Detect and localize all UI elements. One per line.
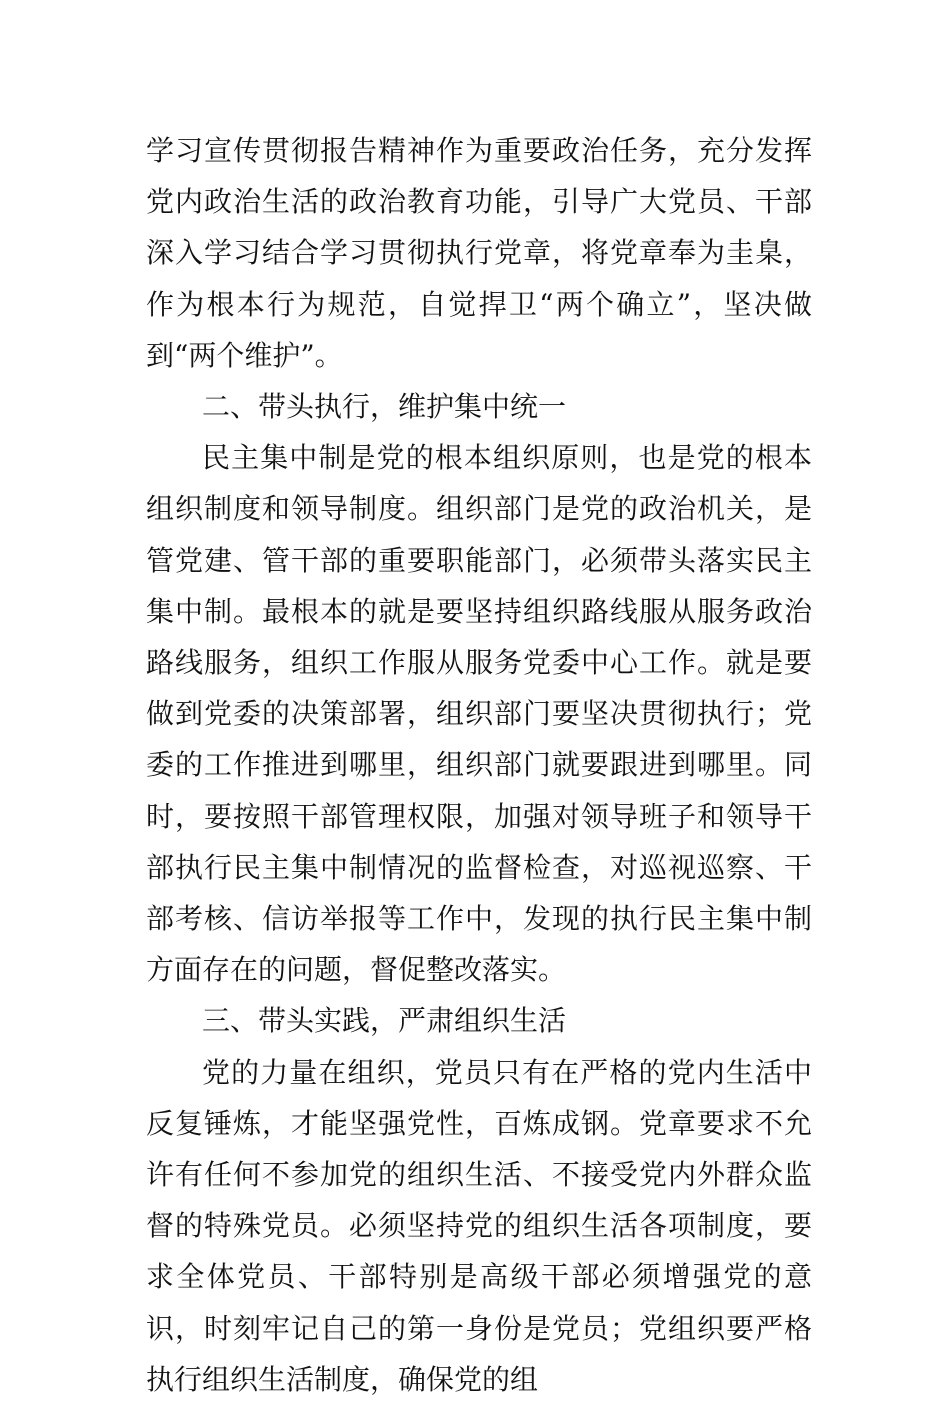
section-heading-3: 三、带头实践，严肃组织生活: [202, 1004, 567, 1038]
continuation-paragraph: 学习宣传贯彻报告精神作为重要政治任务，充分发挥党内政治生活的政治教育功能，引导广大党员、干部深入学习结合学习贯彻执行党章，将党章奉为圭臬，作为根本行为规范，自觉捍卫“两个确立”，坚决做到“两个维护”。: [146, 134, 812, 372]
section-paragraph-3: 党的力量在组织，党员只有在严格的党内生活中反复锤炼，才能坚强党性，百炼成钢。党章要求不允许有任何不参加党的组织生活、不接受党内外群众监督的特殊党员。必须坚持党的组织生活各项制度，要求全体党员、干部特别是高级干部必须增强党的意识，时刻牢记自己的第一身份是党员；党组织要严格执行组织生活制度，确保党的组: [146, 1055, 812, 1396]
section-paragraph-2: 民主集中制是党的根本组织原则，也是党的根本组织制度和领导制度。组织部门是党的政治机关，是管党建、管干部的重要职能部门，必须带头落实民主集中制。最根本的就是要坚持组织路线服从服务政治路线服务，组织工作服从服务党委中心工作。就是要做到党委的决策部署，组织部门要坚决贯彻执行；党委的工作推进到哪里，组织部门就要跟进到哪里。同时，要按照干部管理权限，加强对领导班子和领导干部执行民主集中制情况的监督检查，对巡视巡察、干部考核、信访举报等工作中，发现的执行民主集中制方面存在的问题，督促整改落实。: [146, 441, 812, 987]
document-body: [146, 125, 812, 1405]
section-heading-2: 二、带头执行，维护集中统一: [202, 390, 567, 424]
